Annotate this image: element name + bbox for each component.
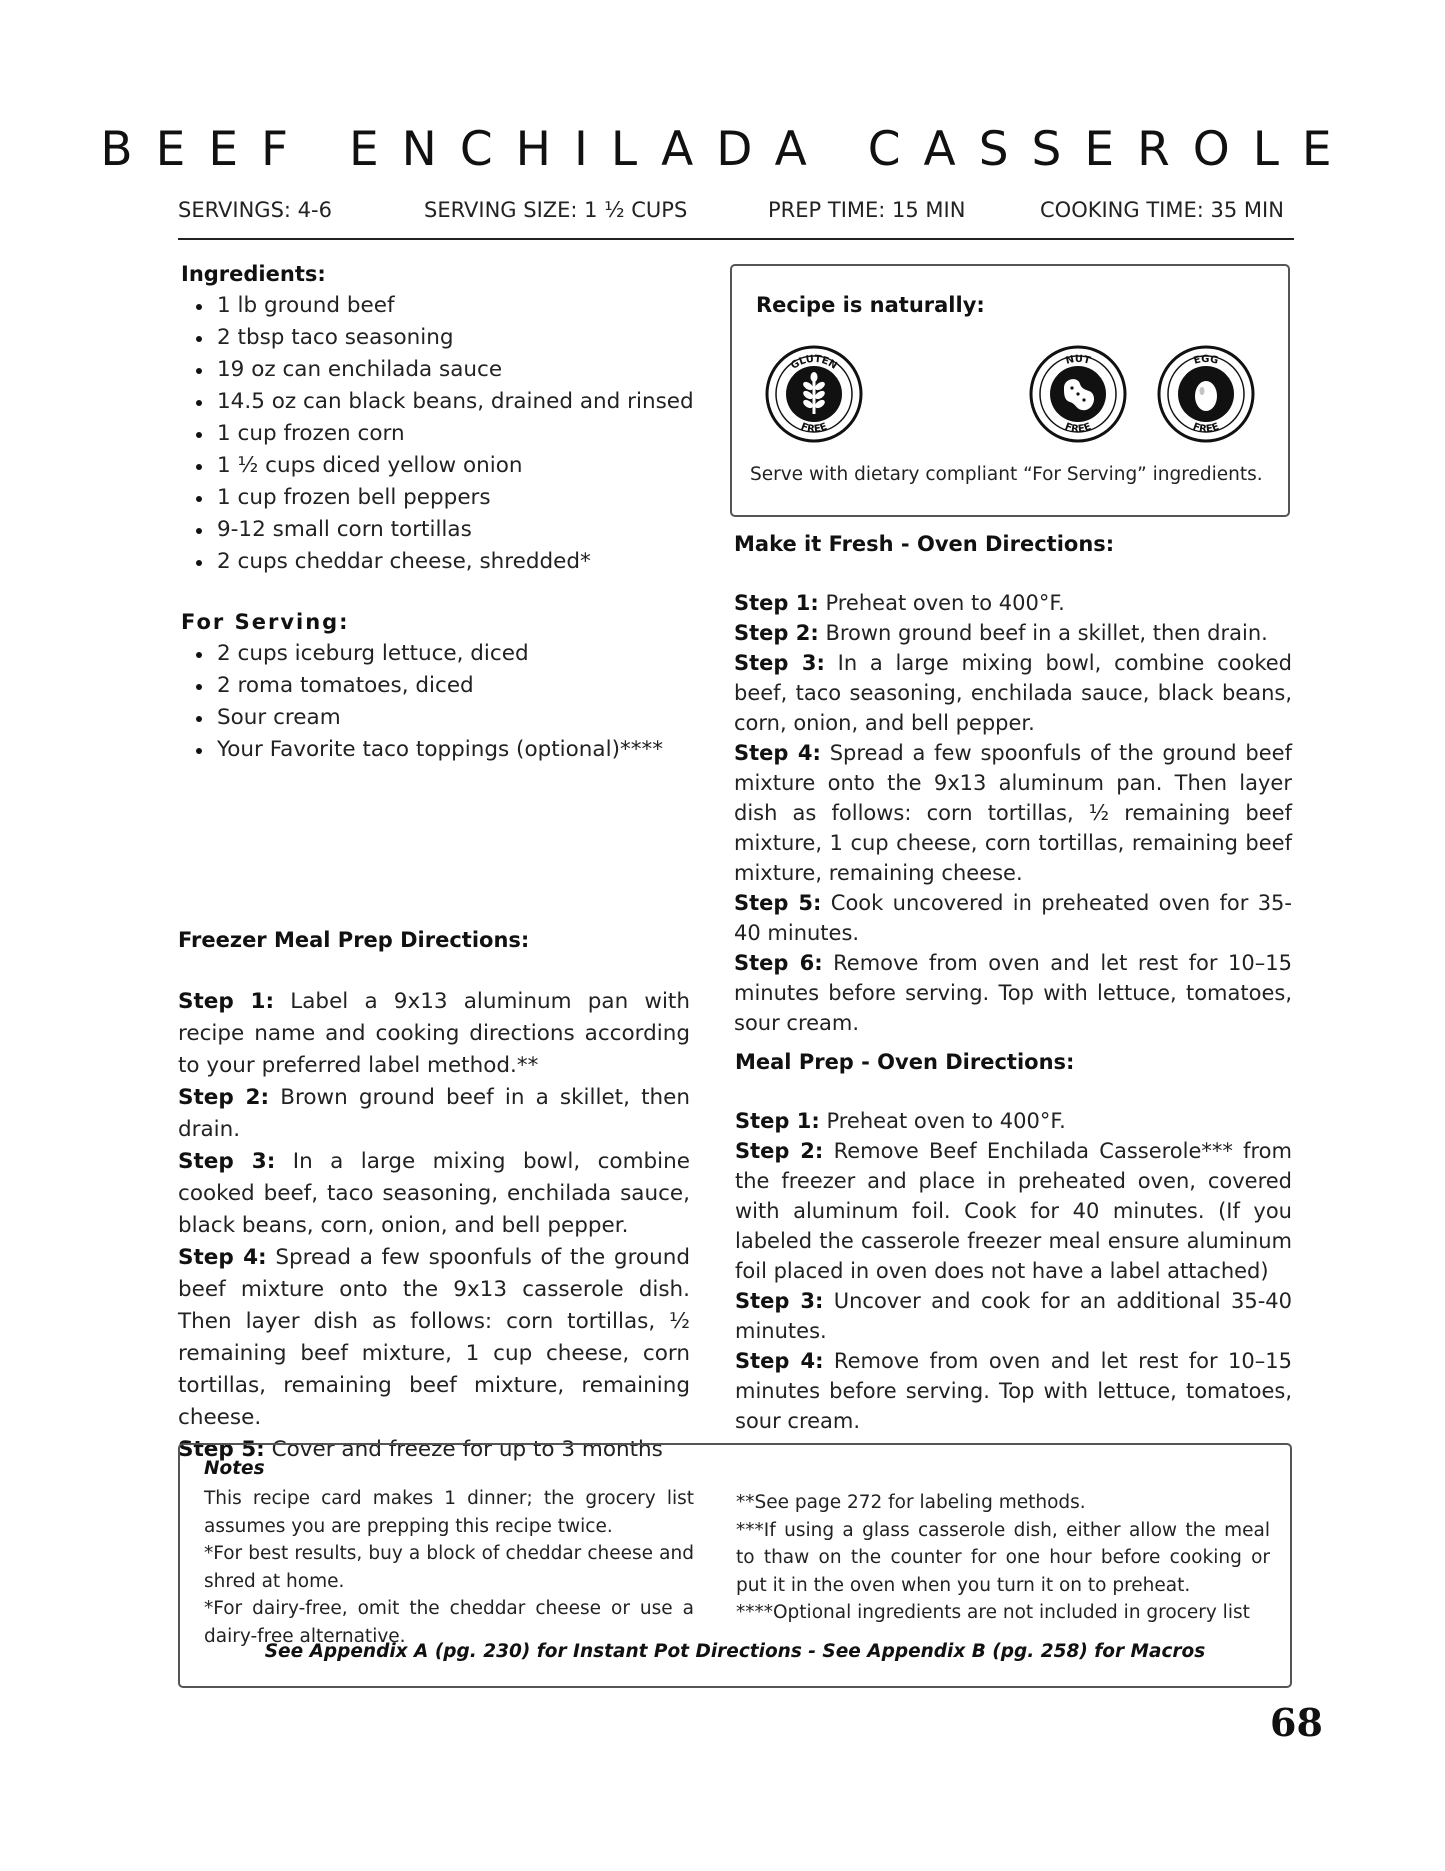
fresh-step: Step 5: Cook uncovered in preheated oven for 35-40 minutes. <box>734 891 1292 945</box>
serving-item: 2 cups iceburg lettuce, diced <box>181 638 681 670</box>
gluten-free-icon <box>764 344 864 444</box>
notes-heading: Notes <box>204 1458 265 1479</box>
ingredient-item: 2 tbsp taco seasoning <box>181 322 681 354</box>
note-item: *For best results, buy a block of cheddar cheese and shred at home. <box>204 1543 694 1592</box>
dietary-note: Serve with dietary compliant “For Serving” ingredients. <box>750 464 1263 485</box>
notes-box <box>178 1443 1292 1688</box>
meal-prep-directions <box>735 1050 1292 1436</box>
ingredient-item: 9-12 small corn tortillas <box>181 514 681 546</box>
appendix-footer: See Appendix A (pg. 230) for Instant Pot Directions - See Appendix B (pg. 258) for Macros <box>264 1641 1206 1662</box>
fresh-directions <box>734 532 1292 1038</box>
ingredient-item: 2 cups cheddar cheese, shredded* <box>181 546 681 578</box>
meal-prep-step: Step 1: Preheat oven to 400°F. <box>735 1109 1066 1133</box>
dietary-heading: Recipe is naturally: <box>756 293 985 317</box>
nut-free-icon <box>1028 344 1128 444</box>
page-number: 68 <box>1270 1700 1323 1745</box>
header-divider <box>178 238 1294 240</box>
serving-item: Sour cream <box>181 702 681 734</box>
ingredient-item: 14.5 oz can black beans, drained and rinsed <box>181 386 681 418</box>
ingredient-item: 19 oz can enchilada sauce <box>181 354 681 386</box>
meal-prep-step: Step 3: Uncover and cook for an additional 35-40 minutes. <box>735 1289 1292 1343</box>
note-item: ***If using a glass casserole dish, either allow the meal to thaw on the counter for one hour before cooking or put it in the oven when you turn it on to preheat. <box>736 1519 1270 1596</box>
ingredient-item: 1 ½ cups diced yellow onion <box>181 450 681 482</box>
fresh-step: Step 6: Remove from oven and let rest for 10–15 minutes before serving. Top with lettuce, tomatoes, sour cream. <box>734 951 1292 1035</box>
freezer-step: Step 5: Cover and freeze for up to 3 months <box>178 1437 663 1462</box>
dietary-box <box>730 264 1290 517</box>
fresh-heading: Make it Fresh - Oven Directions: <box>734 532 1115 556</box>
note-item: ****Optional ingredients are not included in grocery list <box>736 1602 1250 1623</box>
recipe-title: BEEF ENCHILADA CASSEROLE <box>100 122 1355 177</box>
svg-text:GLUTEN: GLUTEN <box>789 353 839 372</box>
fresh-step: Step 2: Brown ground beef in a skillet, then drain. <box>734 621 1268 645</box>
serving-item: 2 roma tomatoes, diced <box>181 670 681 702</box>
note-item: **See page 272 for labeling methods. <box>736 1492 1086 1513</box>
freezer-step: Step 4: Spread a few spoonfuls of the ground beef mixture onto the 9x13 casserole dish. Then layer dish as follows: corn tortillas, ½ remaining beef mixture, 1 cup cheese, corn tortillas, remaining beef mixture, remaining cheese. <box>178 1245 690 1430</box>
svg-text:FREE: FREE <box>799 421 829 436</box>
egg-free-icon <box>1156 344 1256 444</box>
svg-text:FREE: FREE <box>1063 421 1093 436</box>
note-item: *For dairy-free, omit the cheddar cheese or use a dairy-free alternative. <box>204 1598 694 1647</box>
prep-time: PREP TIME: 15 MIN <box>768 198 966 222</box>
freezer-step: Step 2: Brown ground beef in a skillet, then drain. <box>178 1085 690 1142</box>
meal-prep-step: Step 4: Remove from oven and let rest for 10–15 minutes before serving. Top with lettuce, tomatoes, sour cream. <box>735 1349 1292 1433</box>
ingredient-item: 1 cup frozen bell peppers <box>181 482 681 514</box>
ingredient-item: 1 cup frozen corn <box>181 418 681 450</box>
serving-size: SERVING SIZE: 1 ½ CUPS <box>424 198 688 222</box>
freezer-directions <box>178 928 690 1466</box>
ingredients-section <box>181 262 694 578</box>
svg-text:FREE: FREE <box>1191 421 1221 436</box>
for-serving-list <box>181 638 681 766</box>
notes-left <box>204 1485 694 1650</box>
fresh-step: Step 1: Preheat oven to 400°F. <box>734 591 1065 615</box>
for-serving-heading: For Serving: <box>181 610 350 634</box>
for-serving-section <box>181 610 681 766</box>
notes-right <box>736 1489 1270 1627</box>
fresh-step: Step 3: In a large mixing bowl, combine cooked beef, taco seasoning, enchilada sauce, black beans, corn, onion, and bell pepper. <box>734 651 1292 735</box>
fresh-step: Step 4: Spread a few spoonfuls of the ground beef mixture onto the 9x13 aluminum pan. Then layer dish as follows: corn tortillas, ½ remaining beef mixture, 1 cup cheese, corn tortillas, remaining beef mixture, remaining cheese. <box>734 741 1292 885</box>
servings: SERVINGS: 4-6 <box>178 198 332 222</box>
freezer-step: Step 3: In a large mixing bowl, combine cooked beef, taco seasoning, enchilada sauce, black beans, corn, onion, and bell pepper. <box>178 1149 690 1238</box>
freezer-step: Step 1: Label a 9x13 aluminum pan with recipe name and cooking directions according to your preferred label method.** <box>178 989 690 1078</box>
meal-prep-heading: Meal Prep - Oven Directions: <box>735 1050 1075 1074</box>
svg-text:NUT: NUT <box>1064 353 1092 367</box>
cooking-time: COOKING TIME: 35 MIN <box>1040 198 1284 222</box>
note-item: This recipe card makes 1 dinner; the grocery list assumes you are prepping this recipe twice. <box>204 1488 694 1537</box>
serving-item: Your Favorite taco toppings (optional)**** <box>181 734 681 766</box>
freezer-heading: Freezer Meal Prep Directions: <box>178 928 530 952</box>
meal-prep-step: Step 2: Remove Beef Enchilada Casserole*** from the freezer and place in preheated oven, covered with aluminum foil. Cook for 40 minutes. (If you labeled the casserole freezer meal ensure aluminum foil placed in oven does not have a label attached) <box>735 1139 1292 1283</box>
svg-text:EGG: EGG <box>1192 353 1220 367</box>
ingredients-list <box>181 290 694 578</box>
ingredient-item: 1 lb ground beef <box>181 290 681 322</box>
ingredients-heading: Ingredients: <box>181 262 326 286</box>
